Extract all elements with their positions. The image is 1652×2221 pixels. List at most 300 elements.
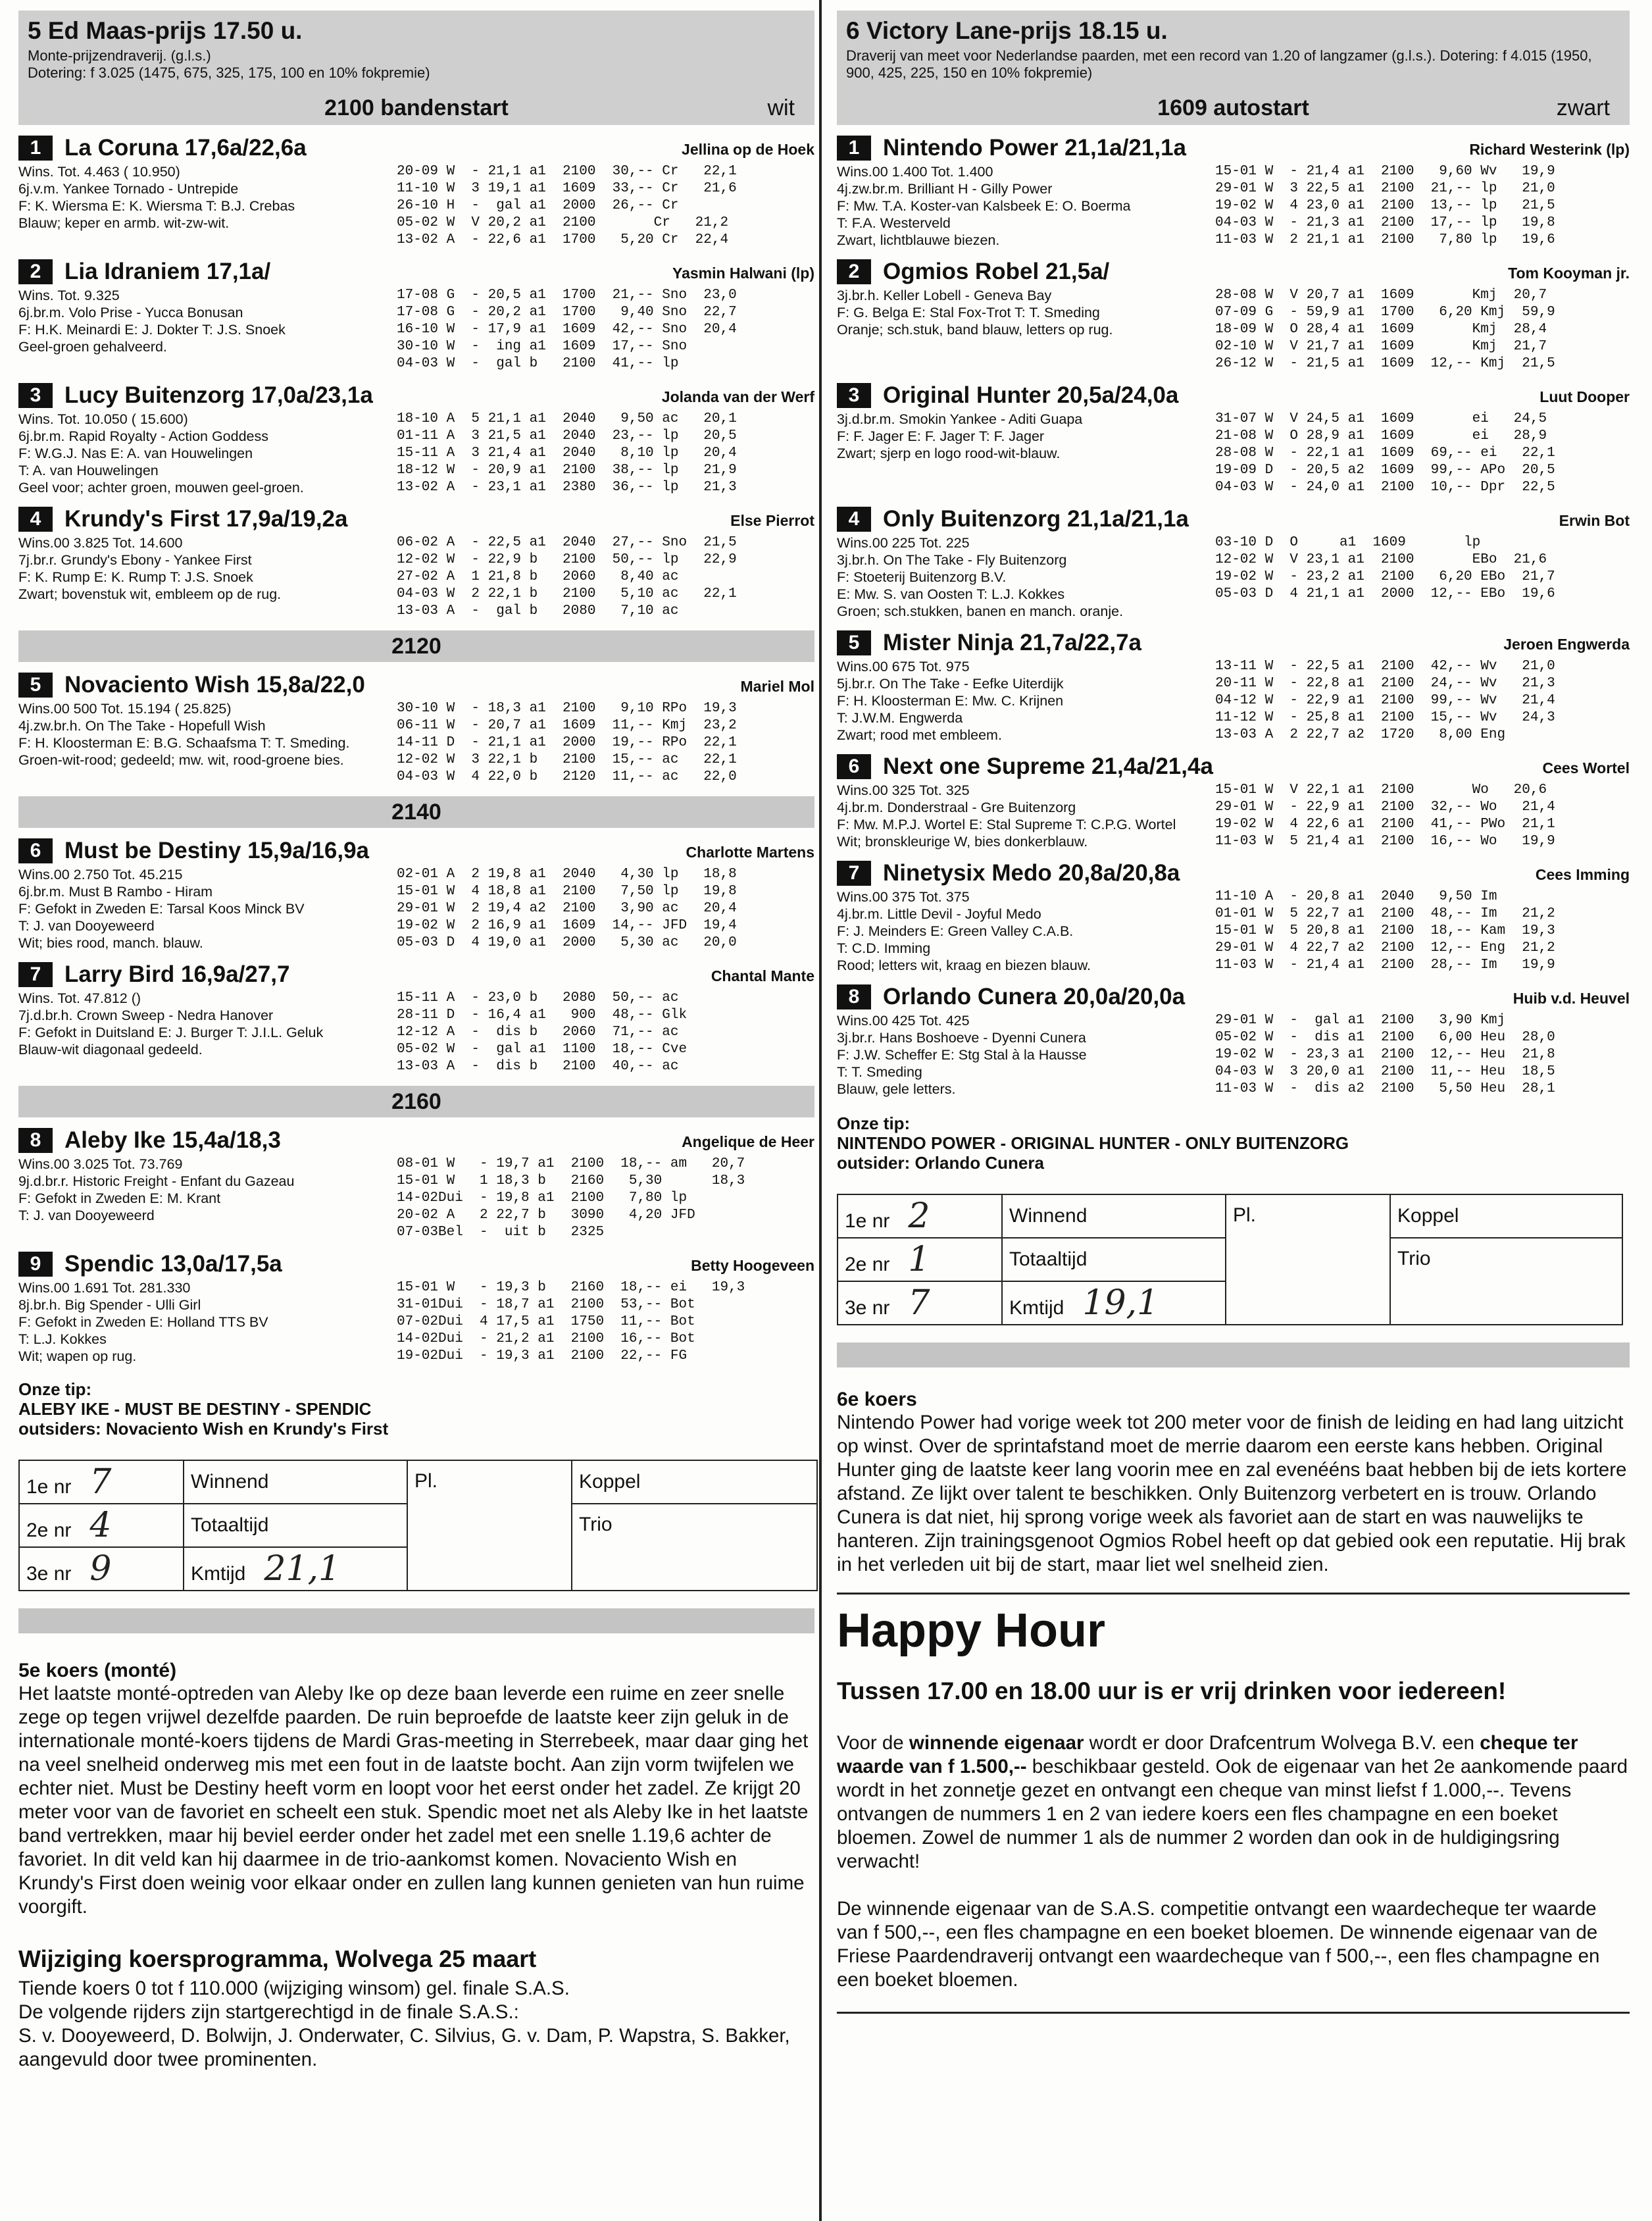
race-color: wit: [767, 95, 795, 120]
result-line: 15-11 A - 23,0 b 2080 50,-- ac: [397, 990, 679, 1006]
horse-info: [18, 1279, 397, 1365]
horse-info-line: E: Mw. S. van Oosten T: L.J. Kokkes: [837, 586, 1065, 602]
result-line: 15-11 A 3 21,4 a1 2040 8,10 lp 20,4: [397, 446, 737, 461]
handwritten-number: 9: [89, 1549, 112, 1589]
horse-number: 6: [18, 838, 53, 863]
horse-entry: [18, 133, 814, 249]
text-span: wordt er door Drafcentrum Wolvega B.V. een: [1084, 1732, 1480, 1754]
article-title: 6e koers: [837, 1389, 917, 1410]
handwritten-number: 4: [89, 1506, 112, 1545]
driver-name: Yasmin Halwani (lp): [672, 265, 814, 282]
result-line: 28-11 D - 16,4 a1 900 48,-- Glk: [397, 1008, 688, 1023]
result-line: 15-01 W 5 20,8 a1 2100 18,-- Kam 19,3: [1215, 923, 1555, 938]
horse-number: 3: [837, 383, 871, 408]
horse-info-line: F: J. Meinders E: Green Valley C.A.B.: [837, 923, 1074, 939]
horse-header: [18, 504, 814, 534]
result-line: 31-01Dui - 18,7 a1 2100 53,-- Bot: [397, 1297, 695, 1312]
result-line: 03-10 D O a1 1609 lp: [1215, 535, 1481, 550]
result-line: 12-02 W 3 22,1 b 2100 15,-- ac 22,1: [397, 752, 737, 767]
horse-name: Krundy's First 17,9a/19,2a: [64, 506, 348, 532]
tip-outsiders: outsiders: Novaciento Wish en Krundy's First: [18, 1419, 389, 1439]
totaaltijd-label: Totaaltijd: [184, 1504, 407, 1547]
horse-info-line: F: Gefokt in Zweden E: Tarsal Koos Minck BV: [18, 901, 305, 917]
result-line: 07-09 G - 59,9 a1 1700 6,20 Kmj 59,9: [1215, 305, 1555, 320]
horse-info-line: Geel voor; achter groen, mouwen geel-groen.: [18, 480, 304, 496]
horse-entry: [18, 380, 814, 496]
horse-header: [837, 752, 1630, 782]
race-header: [837, 11, 1630, 125]
result-line: 01-01 W 5 22,7 a1 2100 48,-- Im 21,2: [1215, 906, 1555, 921]
horse-header: [837, 380, 1630, 411]
result-line: 19-02 W 2 16,9 a1 1609 14,-- JFD 19,4: [397, 918, 737, 933]
horse-info-line: T: A. van Houwelingen: [18, 463, 159, 478]
result-line: 20-11 W - 22,8 a1 2100 24,-- Wv 21,3: [1215, 676, 1555, 691]
horse-info-line: Wins.00 3.025 Tot. 73.769: [18, 1156, 183, 1172]
horse-info: [837, 888, 1215, 974]
result-line: 11-03 W 2 21,1 a1 2100 7,80 lp 19,6: [1215, 232, 1555, 247]
result-line: 11-03 W - 21,4 a1 2100 28,-- Im 19,9: [1215, 957, 1555, 973]
rank-label: 2e nr: [845, 1254, 890, 1275]
driver-name: Angelique de Heer: [682, 1133, 814, 1150]
result-line: 07-02Dui 4 17,5 a1 1750 11,-- Bot: [397, 1314, 695, 1329]
horse-info: [18, 163, 397, 249]
result-line: 19-02Dui - 19,3 a1 2100 22,-- FG: [397, 1348, 688, 1364]
race-color: zwart: [1556, 95, 1610, 120]
bold-span: cheque ter waarde van f 1.500,--: [837, 1732, 1578, 1777]
horse-info-line: Wins.00 325 Tot. 325: [837, 782, 970, 798]
result-line: 15-01 W 4 18,8 a1 2100 7,50 lp 19,8: [397, 884, 737, 899]
horse-info-line: F: K. Wiersma E: K. Wiersma T: B.J. Crebas: [18, 198, 295, 214]
place-label: Pl.: [407, 1460, 572, 1591]
text-span: Voor de: [837, 1732, 909, 1754]
result-line: 18-12 W - 20,9 a1 2100 38,-- lp 21,9: [397, 463, 737, 478]
race-title: 5 Ed Maas-prijs 17.50 u.: [28, 17, 303, 44]
race-results: [1215, 411, 1630, 496]
result-line: 29-01 W - gal a1 2100 3,90 Kmj: [1215, 1013, 1506, 1028]
prediction-table: [18, 1460, 818, 1591]
horse-info-line: Wins.00 675 Tot. 975: [837, 659, 970, 675]
horse-entry: [18, 670, 814, 786]
race-results: [397, 163, 814, 249]
tip-label: Onze tip:: [18, 1379, 92, 1399]
tip-block: [837, 1113, 1630, 1173]
horse-info-line: Zwart; rood met embleem.: [837, 727, 1002, 743]
horse-entry: [837, 628, 1630, 744]
bold-span: winnende eigenaar: [909, 1732, 1084, 1754]
result-line: 16-10 W - 17,9 a1 1609 42,-- Sno 20,4: [397, 322, 737, 337]
horse-header: [837, 858, 1630, 888]
horse-info-line: 3j.br.h. On The Take - Fly Buitenzorg: [837, 552, 1067, 568]
race-subtitle: Draverij van meet voor Nederlandse paarden, met een record van 1.20 of langzamer (g.l.s.). Dotering: f 4.015 (1950, 900, 425, 225, 150 en 10% fokpremie): [846, 47, 1592, 81]
horse-info-line: 5j.br.r. On The Take - Eefke Uiterdijk: [837, 676, 1064, 692]
race-results: [397, 287, 814, 372]
change-line-2: De volgende rijders zijn startgerechtigd in de finale S.A.S.:: [18, 2001, 519, 2023]
result-line: 31-07 W V 24,5 a1 1609 ei 24,5: [1215, 411, 1547, 426]
tip-main: ALEBY IKE - MUST BE DESTINY - SPENDIC: [18, 1399, 372, 1419]
driver-name: Tom Kooyman jr.: [1508, 265, 1630, 282]
horse-entry: [18, 836, 814, 952]
result-line: 05-02 W V 20,2 a1 2100 Cr 21,2: [397, 215, 729, 230]
horse-entry: [837, 752, 1630, 850]
horse-entry: [18, 504, 814, 620]
horse-name: Ogmios Robel 21,5a/: [883, 259, 1110, 284]
divider: [837, 1593, 1630, 1595]
horse-name: Original Hunter 20,5a/24,0a: [883, 382, 1179, 408]
horse-info-line: Rood; letters wit, kraag en biezen blauw.: [837, 957, 1091, 973]
horse-group-2160: [18, 1125, 814, 1365]
result-line: 11-03 W - dis a2 2100 5,50 Heu 28,1: [1215, 1081, 1555, 1096]
rank-label: 1e nr: [26, 1476, 72, 1498]
horse-number: 8: [837, 984, 871, 1009]
horse-body: [837, 287, 1630, 372]
horse-info-line: Wins. Tot. 4.463 ( 10.950): [18, 164, 180, 180]
horse-info-line: F: J.W. Scheffer E: Stg Stal à la Hausse: [837, 1047, 1087, 1063]
horse-name: Lucy Buitenzorg 17,0a/23,1a: [64, 382, 373, 408]
horse-name: Larry Bird 16,9a/27,7: [64, 961, 290, 987]
horse-info-line: Blauw-wit diagonaal gedeeld.: [18, 1042, 203, 1058]
result-line: 13-03 A - gal b 2080 7,10 ac: [397, 603, 679, 619]
result-line: 05-03 D 4 19,0 a1 2000 5,30 ac 20,0: [397, 935, 737, 950]
result-line: 29-01 W - 22,9 a1 2100 32,-- Wo 21,4: [1215, 800, 1555, 815]
horse-info-line: 7j.br.r. Grundy's Ebony - Yankee First: [18, 552, 252, 568]
driver-name: Cees Imming: [1535, 866, 1630, 883]
horse-number: 1: [837, 136, 871, 161]
rank-label: 1e nr: [845, 1210, 890, 1232]
horse-info-line: 6j.v.m. Yankee Tornado - Untrepide: [18, 181, 239, 197]
handwritten-number: 7: [89, 1462, 112, 1502]
rank-label: 2e nr: [26, 1519, 72, 1541]
horse-entry: [18, 1125, 814, 1241]
article-body: Nintendo Power had vorige week tot 200 meter voor de finish de leiding en had lang uitzicht op winst. Over de sprintafstand moet de merrie daarom een eerste kans hebben. Original Hunter ging de laatste keer lang voorin mee en zal evenééns baat hebben bij de iets kortere afstand. Ze lijkt over talent te beschikken. Only Buitenzorg verbetert en is trouw. Orlando Cunera is dat niet, hij sprong vorige week als favoriet aan de start en was nauwelijks te hanteren. Zijn trainingsgenoot Ogmios Robel heeft op dat gebied ook een reputatie. Hij brak in het verleden uit bij de start, maar liet wel snelheid zien.: [837, 1412, 1627, 1575]
horse-info: [837, 287, 1215, 372]
race-results: [1215, 782, 1630, 850]
horse-info-line: F: W.G.J. Nas E: A. van Houwelingen: [18, 446, 253, 461]
driver-name: Else Pierrot: [730, 512, 814, 529]
horse-name: Nintendo Power 21,1a/21,1a: [883, 135, 1187, 161]
result-line: 04-03 W - 24,0 a1 2100 10,-- Dpr 22,5: [1215, 480, 1555, 495]
horse-name: Must be Destiny 15,9a/16,9a: [64, 838, 369, 863]
grey-separator: [18, 1608, 814, 1633]
result-line: 04-03 W 3 20,0 a1 2100 11,-- Heu 18,5: [1215, 1064, 1555, 1079]
horse-number: 2: [837, 259, 871, 284]
horse-info-line: Blauw, gele letters.: [837, 1081, 956, 1097]
horse-info-line: Wit; bronskleurige W, bies donkerblauw.: [837, 834, 1088, 850]
result-line: 29-01 W 3 22,5 a1 2100 21,-- lp 21,0: [1215, 181, 1555, 196]
horse-info-line: Wins.00 500 Tot. 15.194 ( 25.825): [18, 701, 232, 717]
horse-info-line: F: G. Belga E: Stal Fox-Trot T: T. Smeding: [837, 305, 1100, 320]
horse-body: [837, 658, 1630, 744]
horse-info-line: 7j.d.br.h. Crown Sweep - Nedra Hanover: [18, 1008, 274, 1023]
race-results: [397, 1156, 814, 1241]
horse-info-line: T: C.D. Imming: [837, 940, 931, 956]
race-results: [1215, 534, 1630, 620]
horse-body: [837, 1012, 1630, 1098]
race-results: [397, 866, 814, 952]
horse-body: [18, 990, 814, 1075]
horse-info-line: Wins.00 2.750 Tot. 45.215: [18, 867, 183, 882]
driver-name: Huib v.d. Heuvel: [1513, 990, 1630, 1007]
horse-body: [837, 534, 1630, 620]
race-results: [397, 1279, 814, 1365]
result-line: 15-01 W 1 18,3 b 2160 5,30 18,3: [397, 1173, 745, 1188]
horse-body: [18, 287, 814, 372]
horse-body: [18, 163, 814, 249]
horse-info-line: Wins.00 225 Tot. 225: [837, 535, 970, 551]
horse-info-line: 3j.d.br.m. Smokin Yankee - Aditi Guapa: [837, 411, 1083, 427]
result-line: 01-11 A 3 21,5 a1 2040 23,-- lp 20,5: [397, 428, 737, 444]
horse-info-line: T: J.W.M. Engwerda: [837, 710, 963, 726]
result-line: 21-08 W O 28,9 a1 1609 ei 28,9: [1215, 428, 1547, 444]
horse-info: [18, 534, 397, 620]
horse-header: [18, 670, 814, 700]
tip-block: [18, 1379, 814, 1439]
horse-info-line: 4j.zw.br.m. Brilliant H - Gilly Power: [837, 181, 1053, 197]
result-line: 15-01 W - 21,4 a1 2100 9,60 Wv 19,9: [1215, 164, 1555, 179]
horse-info: [18, 287, 397, 372]
horse-list: [837, 133, 1630, 1098]
horse-info-line: 4j.br.m. Little Devil - Joyful Medo: [837, 906, 1041, 922]
horse-info: [837, 534, 1215, 620]
horse-info-line: T: T. Smeding: [837, 1064, 922, 1080]
race-start: 1609 autostart: [1157, 95, 1309, 120]
horse-body: [837, 782, 1630, 850]
result-line: 07-03Bel - uit b 2325: [397, 1225, 605, 1240]
horse-name: Aleby Ike 15,4a/18,3: [64, 1127, 281, 1153]
result-line: 20-09 W - 21,1 a1 2100 30,-- Cr 22,1: [397, 164, 737, 179]
result-line: 28-08 W V 20,7 a1 1609 Kmj 20,7: [1215, 288, 1547, 303]
result-line: 27-02 A 1 21,8 b 2060 8,40 ac: [397, 569, 679, 584]
horse-entry: [837, 257, 1630, 372]
result-line: 08-01 W - 19,7 a1 2100 18,-- am 20,7: [397, 1156, 745, 1171]
result-line: 13-03 A - dis b 2100 40,-- ac: [397, 1059, 679, 1074]
race-results: [397, 534, 814, 620]
result-line: 06-11 W - 20,7 a1 1609 11,-- Kmj 23,2: [397, 718, 737, 733]
horse-info-line: Groen; sch.stukken, banen en manch. oranje.: [837, 603, 1124, 619]
result-line: 17-08 G - 20,2 a1 1700 9,40 Sno 22,7: [397, 305, 737, 320]
horse-entry: [837, 133, 1630, 249]
result-line: 04-03 W - 21,3 a1 2100 17,-- lp 19,8: [1215, 215, 1555, 230]
horse-info-line: 8j.br.h. Big Spender - Ulli Girl: [18, 1297, 201, 1313]
text-span: beschikbaar gesteld. Ook de eigenaar van het 2e aankomende paard wordt in het zonnetje gezet en ontvangt een cheque van minst liefst f 1.000,--. Tevens ontvangen de nummers 1 en 2 van iedere koers een fles champagne en een boeket bloemen. Zowel de nummer 1 als de nummer 2 worden dan ook in de huldigingsring verwacht!: [837, 1756, 1628, 1872]
horse-info-line: 6j.br.m. Rapid Royalty - Action Goddess: [18, 428, 269, 444]
change-line-1: Tiende koers 0 tot f 110.000 (wijziging winsom) gel. finale S.A.S.: [18, 1978, 570, 1999]
rank-label: 3e nr: [26, 1563, 72, 1585]
horse-name: Spendic 13,0a/17,5a: [64, 1251, 282, 1277]
result-line: 19-02 W 4 22,6 a1 2100 41,-- PWo 21,1: [1215, 817, 1555, 832]
horse-info-line: F: H. Kloosterman E: Mw. C. Krijnen: [837, 693, 1064, 709]
result-line: 02-01 A 2 19,8 a1 2040 4,30 lp 18,8: [397, 867, 737, 882]
horse-info-line: F: Gefokt in Duitsland E: J. Burger T: J.I.L. Geluk: [18, 1025, 324, 1040]
rank-label: 3e nr: [845, 1297, 890, 1319]
result-line: 19-02 W 4 23,0 a1 2100 13,-- lp 21,5: [1215, 198, 1555, 213]
horse-number: 5: [837, 630, 871, 655]
result-line: 05-02 W - dis a1 2100 6,00 Heu 28,0: [1215, 1030, 1555, 1045]
horse-entry: [837, 380, 1630, 496]
horse-name: Mister Ninja 21,7a/22,7a: [883, 630, 1141, 655]
horse-info-line: T: J. van Dooyeweerd: [18, 1208, 155, 1223]
horse-name: Only Buitenzorg 21,1a/21,1a: [883, 506, 1189, 532]
horse-number: 1: [18, 136, 53, 161]
race-header: [18, 11, 814, 125]
result-line: 11-03 W 5 21,4 a1 2100 16,-- Wo 19,9: [1215, 834, 1555, 849]
horse-number: 5: [18, 673, 53, 698]
tip-label: Onze tip:: [837, 1113, 911, 1133]
horse-name: Orlando Cunera 20,0a/20,0a: [883, 984, 1186, 1009]
horse-body: [18, 700, 814, 786]
horse-info-line: Wins. Tot. 9.325: [18, 288, 120, 303]
result-line: 19-02 W - 23,2 a1 2100 6,20 EBo 21,7: [1215, 569, 1555, 584]
horse-group-2120: [18, 670, 814, 786]
horse-info-line: T: L.J. Kokkes: [18, 1331, 107, 1347]
happy-hour-paragraph-2: De winnende eigenaar van de S.A.S. competitie ontvangt een waardecheque ter waarde van f 500,--, een fles champagne en een boeket bloemen. De winnende eigenaar van de Friese Paardendraverij ontvangt een waardecheque van f 500,--, een fles champagne en een boeket bloemen.: [837, 1898, 1600, 1991]
horse-info-line: 6j.br.m. Volo Prise - Yucca Bonusan: [18, 305, 243, 320]
prediction-table: [837, 1194, 1623, 1325]
totaaltijd-label: Totaaltijd: [1002, 1238, 1226, 1281]
horse-name: Ninetysix Medo 20,8a/20,8a: [883, 860, 1180, 886]
horse-info: [18, 990, 397, 1075]
kmtijd-label: Kmtijd: [1009, 1297, 1064, 1319]
result-line: 12-02 W - 22,9 b 2100 50,-- lp 22,9: [397, 552, 737, 567]
horse-body: [837, 411, 1630, 496]
race-6-column: [837, 11, 1630, 2014]
happy-hour-title: Happy Hour: [837, 1604, 1106, 1657]
horse-info-line: 4j.br.m. Donderstraal - Gre Buitenzorg: [837, 800, 1076, 815]
change-line-3: S. v. Dooyeweerd, D. Bolwijn, J. Onderwater, C. Silvius, G. v. Dam, P. Wapstra, S. Bakker, aangevuld door twee prominenten.: [18, 2025, 790, 2070]
horse-info: [18, 866, 397, 952]
horse-number: 9: [18, 1252, 53, 1277]
horse-info: [837, 782, 1215, 850]
result-line: 02-10 W V 21,7 a1 1609 Kmj 21,7: [1215, 339, 1547, 354]
horse-header: [837, 982, 1630, 1012]
race-results: [1215, 1012, 1630, 1098]
horse-number: 6: [837, 754, 871, 779]
handwritten-number: 2: [908, 1196, 930, 1236]
race-start: 2100 bandenstart: [324, 95, 509, 120]
result-line: 29-01 W 2 19,4 a2 2100 3,90 ac 20,4: [397, 901, 737, 916]
result-line: 30-10 W - ing a1 1609 17,-- Sno: [397, 339, 688, 354]
result-line: 28-08 W - 22,1 a1 1609 69,-- ei 22,1: [1215, 446, 1555, 461]
horse-info-line: Geel-groen gehalveerd.: [18, 339, 167, 355]
horse-number: 7: [18, 962, 53, 987]
horse-info-line: Wins.00 3.825 Tot. 14.600: [18, 535, 183, 551]
result-line: 13-02 A - 22,6 a1 1700 5,20 Cr 22,4: [397, 232, 729, 247]
horse-body: [18, 1156, 814, 1241]
horse-info-line: 6j.br.m. Must B Rambo - Hiram: [18, 884, 213, 900]
driver-name: Erwin Bot: [1559, 512, 1630, 529]
race-subtitle: Monte-prijzendraverij. (g.l.s.): [28, 47, 211, 64]
koppel-label: Koppel: [572, 1460, 817, 1504]
change-title: Wijziging koersprogramma, Wolvega 25 maart: [18, 1945, 537, 1972]
horse-info-line: Wit; wapen op rug.: [18, 1348, 137, 1364]
horse-info-line: F: H. Kloosterman E: B.G. Schaafsma T: T. Smeding.: [18, 735, 350, 751]
result-line: 13-03 A 2 22,7 a2 1720 8,00 Eng: [1215, 727, 1506, 742]
result-line: 04-12 W - 22,9 a1 2100 99,-- Wv 21,4: [1215, 693, 1555, 708]
horse-info-line: F: K. Rump E: K. Rump T: J.S. Snoek: [18, 569, 253, 585]
race-results: [1215, 287, 1630, 372]
horse-info-line: Wins.00 425 Tot. 425: [837, 1013, 970, 1029]
result-line: 05-03 D 4 21,1 a1 2000 12,-- EBo 19,6: [1215, 586, 1555, 601]
horse-name: La Coruna 17,6a/22,6a: [64, 135, 307, 161]
koppel-label: Koppel: [1390, 1194, 1622, 1238]
horse-header: [18, 959, 814, 990]
horse-entry: [837, 982, 1630, 1098]
horse-number: 8: [18, 1128, 53, 1153]
horse-header: [837, 504, 1630, 534]
happy-hour-paragraph-1: [837, 1731, 1630, 1874]
result-line: 06-02 A - 22,5 a1 2040 27,-- Sno 21,5: [397, 535, 737, 550]
driver-name: Jellina op de Hoek: [682, 141, 814, 158]
result-line: 19-09 D - 20,5 a2 1609 99,-- APo 20,5: [1215, 463, 1555, 478]
horse-number: 4: [837, 507, 871, 532]
distance-bar: 2140: [18, 796, 814, 828]
trio-label: Trio: [572, 1504, 817, 1591]
grey-separator: [837, 1342, 1630, 1367]
race-5-column: [18, 11, 814, 2072]
horse-info-line: Wins. Tot. 10.050 ( 15.600): [18, 411, 188, 427]
driver-name: Charlotte Martens: [686, 844, 814, 861]
horse-info: [18, 1156, 397, 1241]
driver-name: Cees Wortel: [1542, 759, 1630, 777]
result-line: 14-02Dui - 21,2 a1 2100 16,-- Bot: [397, 1331, 695, 1346]
horse-info-line: T: F.A. Westerveld: [837, 215, 951, 231]
horse-name: Lia Idraniem 17,1a/: [64, 259, 271, 284]
horse-group-2100: [18, 133, 814, 620]
horse-info-line: 4j.zw.br.h. On The Take - Hopefull Wish: [18, 718, 266, 734]
result-line: 11-12 W - 25,8 a1 2100 15,-- Wv 24,3: [1215, 710, 1555, 725]
result-line: 13-02 A - 23,1 a1 2380 36,-- lp 21,3: [397, 480, 737, 495]
horse-info: [18, 700, 397, 786]
driver-name: Betty Hoogeveen: [691, 1257, 814, 1274]
horse-info-line: Blauw; keper en armb. wit-zw-wit.: [18, 215, 230, 231]
horse-body: [837, 163, 1630, 249]
handwritten-number: 7: [908, 1283, 930, 1323]
result-line: 17-08 G - 20,5 a1 1700 21,-- Sno 23,0: [397, 288, 737, 303]
horse-info-line: Wins.00 375 Tot. 375: [837, 889, 970, 905]
result-line: 12-02 W V 23,1 a1 2100 EBo 21,6: [1215, 552, 1547, 567]
result-line: 20-02 A 2 22,7 b 3090 4,20 JFD: [397, 1208, 695, 1223]
trio-label: Trio: [1390, 1238, 1622, 1325]
horse-info-line: 3j.br.r. Hans Boshoeve - Dyenni Cunera: [837, 1030, 1086, 1046]
race-title: 6 Victory Lane-prijs 18.15 u.: [846, 17, 1168, 44]
divider: [837, 2012, 1630, 2014]
result-line: 04-03 W 4 22,0 b 2120 11,-- ac 22,0: [397, 769, 737, 784]
horse-entry: [837, 504, 1630, 620]
horse-entry: [837, 858, 1630, 974]
result-line: 26-12 W - 21,5 a1 1609 12,-- Kmj 21,5: [1215, 356, 1555, 371]
horse-info-line: F: F. Jager E: F. Jager T: F. Jager: [837, 428, 1045, 444]
race-prize: Dotering: f 3.025 (1475, 675, 325, 175, 100 en 10% fokpremie): [28, 64, 430, 81]
horse-entry: [18, 959, 814, 1075]
column-divider: [819, 0, 822, 2221]
horse-info-line: F: Mw. M.P.J. Wortel E: Stal Supreme T: C.P.G. Wortel: [837, 817, 1176, 832]
distance-bar: 2120: [18, 630, 814, 662]
horse-group-2140: [18, 836, 814, 1075]
handwritten-kmtijd: 19,1: [1082, 1283, 1159, 1323]
result-line: 14-11 D - 21,1 a1 2000 19,-- RPo 22,1: [397, 735, 737, 750]
race-results: [397, 990, 814, 1075]
tip-outsiders: outsider: Orlando Cunera: [837, 1153, 1044, 1173]
horse-info-line: F: Gefokt in Zweden E: Holland TTS BV: [18, 1314, 268, 1330]
horse-name: Novaciento Wish 15,8a/22,0: [64, 672, 365, 698]
result-line: 11-10 W 3 19,1 a1 1609 33,-- Cr 21,6: [397, 181, 737, 196]
horse-info-line: F: Gefokt in Zweden E: M. Krant: [18, 1190, 221, 1206]
handwritten-kmtijd: 21,1: [264, 1549, 341, 1589]
result-line: 05-02 W - gal a1 1100 18,-- Cve: [397, 1042, 688, 1057]
horse-info-line: F: Stoeterij Buitenzorg B.V.: [837, 569, 1007, 585]
result-line: 14-02Dui - 19,8 a1 2100 7,80 lp: [397, 1190, 688, 1206]
result-line: 29-01 W 4 22,7 a2 2100 12,-- Eng 21,2: [1215, 940, 1555, 956]
horse-number: 4: [18, 507, 53, 532]
